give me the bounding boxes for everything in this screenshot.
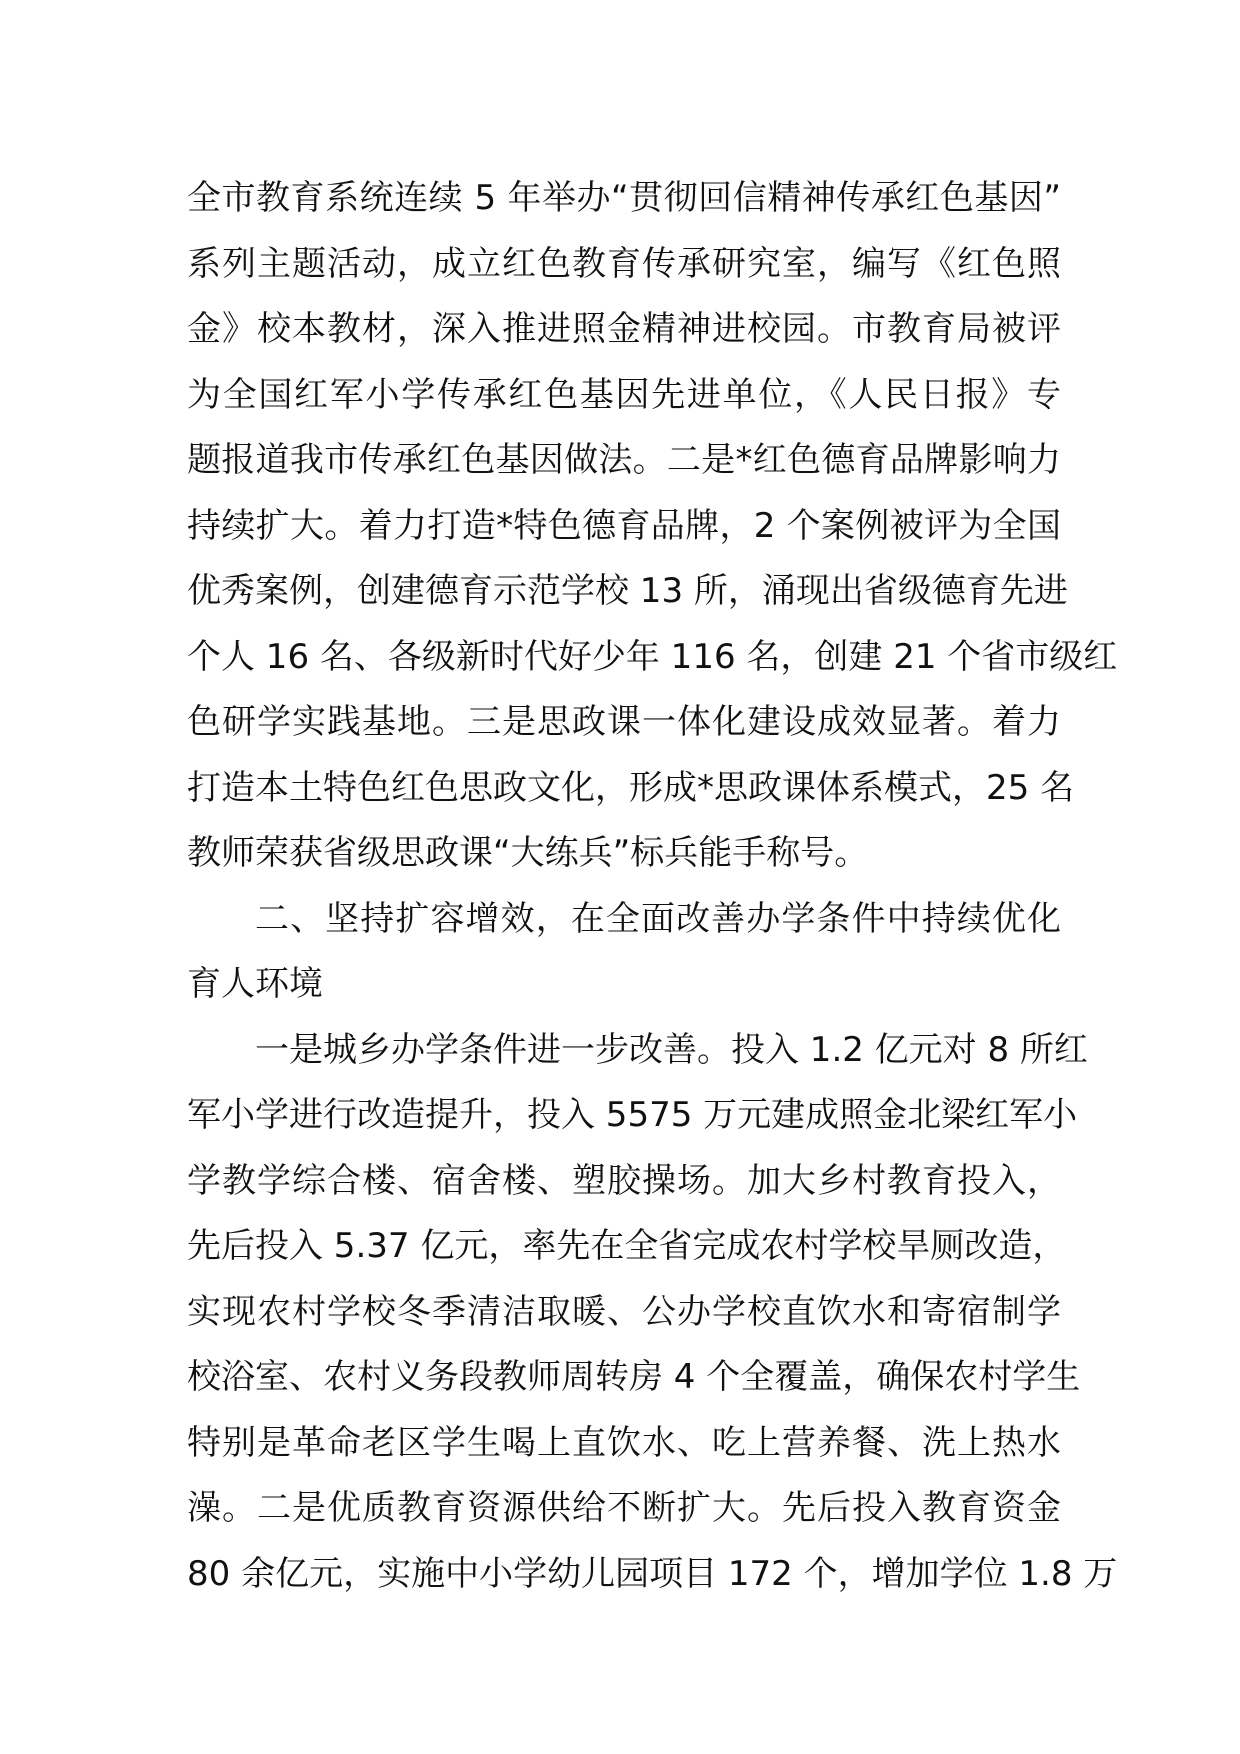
paragraph-line: 校浴室、农村义务段教师周转房 4 个全覆盖，确保农村学生 — [187, 1357, 1081, 1397]
paragraph-line: 题报道我市传承红色基因做法。二是*红色德育品牌影响力 — [187, 440, 1061, 480]
paragraph-line: 一是城乡办学条件进一步改善。投入 1.2 亿元对 8 所红 — [255, 1029, 1088, 1070]
document-body — [187, 166, 1118, 1607]
paragraph-line: 教师荣获省级思政课“大练兵”标兵能手称号。 — [187, 833, 869, 873]
paragraph-line: 全市教育系统连续 5 年举办“贯彻回信精神传承红色基因” — [187, 178, 1061, 218]
paragraph-line: 先后投入 5.37 亿元，率先在全省完成农村学校旱厕改造， — [187, 1226, 1067, 1266]
paragraph-line: 个人 16 名、各级新时代好少年 116 名，创建 21 个省市级红 — [187, 636, 1118, 677]
paragraph-line: 持续扩大。着力打造*特色德育品牌，2 个案例被评为全国 — [187, 505, 1061, 546]
paragraph-line: 特别是革命老区学生喝上直饮水、吃上营养餐、洗上热水 — [187, 1422, 1061, 1463]
paragraph-line: 优秀案例，创建德育示范学校 13 所，涌现出省级德育先进 — [187, 571, 1068, 611]
section-heading-line: 育人环境 — [187, 964, 323, 1004]
paragraph-line: 为全国红军小学传承红色基因先进单位，《人民日报》专 — [187, 374, 1061, 415]
paragraph-line: 80 余亿元，实施中小学幼儿园项目 172 个，增加学位 1.8 万 — [187, 1553, 1118, 1594]
paragraph-line: 学教学综合楼、宿舍楼、塑胶操场。加大乡村教育投入， — [187, 1160, 1061, 1201]
paragraph-line: 军小学进行改造提升，投入 5575 万元建成照金北梁红军小 — [187, 1095, 1078, 1135]
paragraph-line: 澡。二是优质教育资源供给不断扩大。先后投入教育资金 — [187, 1488, 1061, 1528]
paragraph-line: 金》校本教材，深入推进照金精神进校园。市教育局被评 — [187, 309, 1061, 349]
paragraph-line: 系列主题活动，成立红色教育传承研究室，编写《红色照 — [187, 243, 1061, 284]
paragraph-line: 打造本土特色红色思政文化，形成*思政课体系模式，25 名 — [187, 767, 1075, 808]
section-heading-line: 二、坚持扩容增效，在全面改善办学条件中持续优化 — [255, 898, 1061, 939]
paragraph-line: 实现农村学校冬季清洁取暖、公办学校直饮水和寄宿制学 — [187, 1291, 1061, 1332]
paragraph-line: 色研学实践基地。三是思政课一体化建设成效显著。着力 — [187, 702, 1061, 742]
